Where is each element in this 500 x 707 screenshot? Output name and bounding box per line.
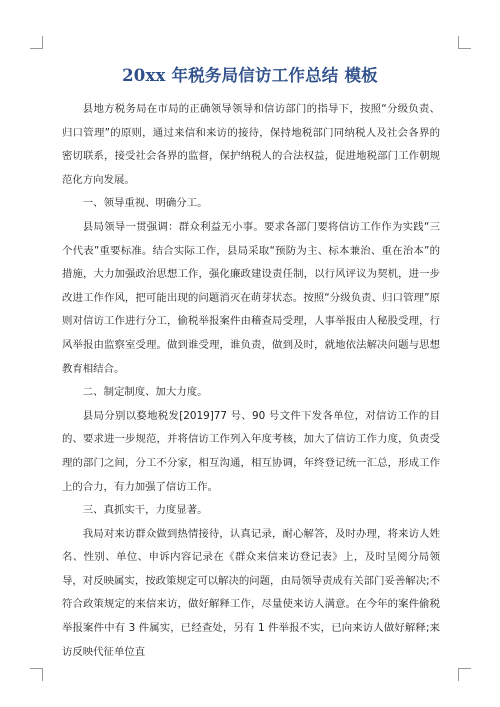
document-title: 20xx 年税务局信访工作总结 模板 xyxy=(122,66,378,85)
crop-mark-top-right xyxy=(458,36,471,49)
intro-paragraph: 县地方税务局在市局的正确领导领导和信访部门的指导下，按照“分级负责、归口管理”的原则，通过来信和来访的接待，保持地税部门同纳税人及社会各界的密切联系，接受社会各界的监督，保护纳税人的合法权益，促进地税部门工作朝规范化方向发展。 xyxy=(62,103,440,186)
crop-mark-bottom-right xyxy=(458,668,471,681)
document-body xyxy=(62,98,440,664)
body-paragraph: 我局对来访群众做到热情接待，认真记录，耐心解答，及时办理，将来访人姓名、性别、单位、申诉内容记录在《群众来信来访登记表》上，及时呈阅分局领导，对反映属实，按政策规定可以解决的问题，由局领导责成有关部门妥善解决;不符合政策规定的来信来访，做好解释工作，尽量使来访人满意。在今年的案件偷税举报案件中有 3 件属实，已经查处，另有 1 件举报不实，已向来访人做好解释;来访反映代征单位直 xyxy=(62,527,440,658)
crop-mark-bottom-left xyxy=(30,668,43,681)
body-paragraph: 县局领导一贯强调：群众利益无小事。要求各部门要将信访工作作为实践“三个代表”重要标准。结合实际工作，县局采取“预防为主、标本兼治、重在治本”的措施，大力加强政治思想工作，强化廉政建设责任制，以行风评议为契机，进一步改进工作作风，把可能出现的问题消灭在萌芽状态。按照“分级负责、归口管理”原则对信访工作进行分工，偷税举报案件由稽查局受理，人事举报由人秘股受理，行风举报由监察室受理。做到谁受理，谁负责，做到及时，就地依法解决问题与思想教育相结合。 xyxy=(62,220,440,375)
body-paragraph: 县局分别以婺地税发[2019]77 号、90 号文件下发各单位，对信访工作的目的、要求进一步规范，并将信访工作列入年度考核，加大了信访工作力度，负责受理的部门之间，分工不分家，相互沟通，相互协调，年终登记统一汇总，形成工作上的合力，有力加强了信访工作。 xyxy=(62,409,440,493)
section-heading: 三、真抓实干，力度显著。 xyxy=(82,504,208,517)
crop-mark-top-left xyxy=(30,36,43,49)
section-heading: 二、制定制度、加大力度。 xyxy=(82,386,208,399)
section-heading: 一、领导重视、明确分工。 xyxy=(82,197,208,210)
